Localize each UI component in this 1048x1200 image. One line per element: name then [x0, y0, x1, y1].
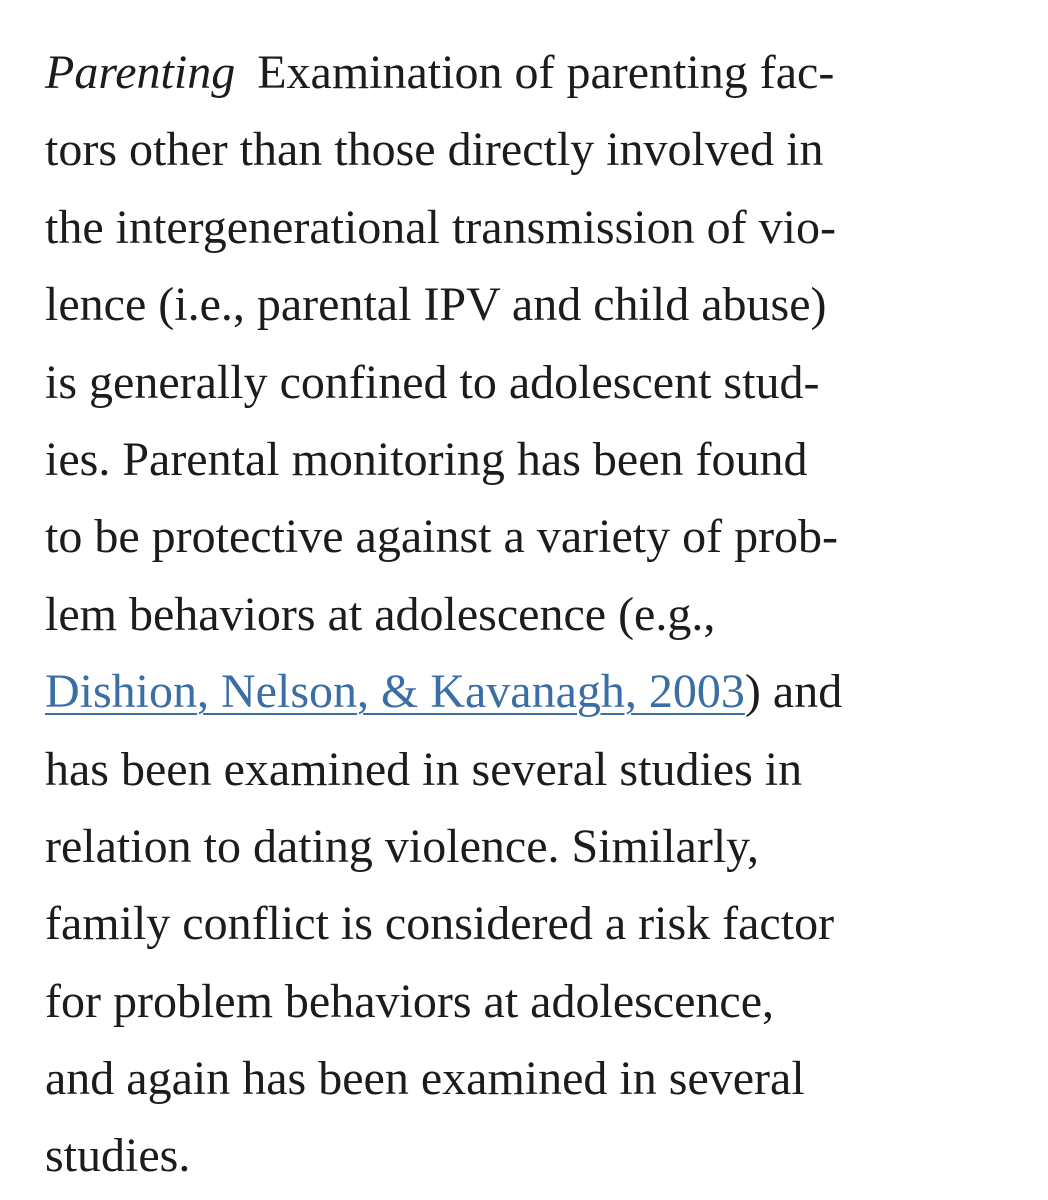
section-heading: Parenting: [45, 46, 236, 99]
paragraph-text: Examination of parenting fac-: [257, 46, 835, 99]
text-line-3: the intergenerational transmission of vio-: [45, 200, 836, 254]
article-paragraph: [45, 34, 1025, 1195]
text-line-15: studies.: [45, 1129, 191, 1183]
text-line-11: relation to dating violence. Similarly,: [45, 819, 760, 873]
text-line-1: [45, 34, 1025, 111]
text-line-8: lem behaviors at adolescence (e.g.,: [45, 587, 716, 641]
text-line-12: family conflict is considered a risk factor: [45, 897, 835, 951]
text-line-7: to be protective against a variety of prob-: [45, 510, 839, 564]
text-line-5: is generally confined to adolescent stud-: [45, 355, 820, 409]
text-line-13: for problem behaviors at adolescence,: [45, 974, 775, 1028]
text-line-14: and again has been examined in several: [45, 1052, 805, 1106]
text-line-4: lence (i.e., parental IPV and child abuse): [45, 278, 827, 332]
text-line-6: ies. Parental monitoring has been found: [45, 432, 808, 486]
text-line-2: tors other than those directly involved in: [45, 123, 824, 177]
text-line-9: [45, 653, 1025, 730]
citation-link[interactable]: Dishion, Nelson, & Kavanagh, 2003: [45, 665, 745, 719]
paragraph-text: ) and: [744, 665, 843, 719]
text-line-10: has been examined in several studies in: [45, 742, 803, 796]
